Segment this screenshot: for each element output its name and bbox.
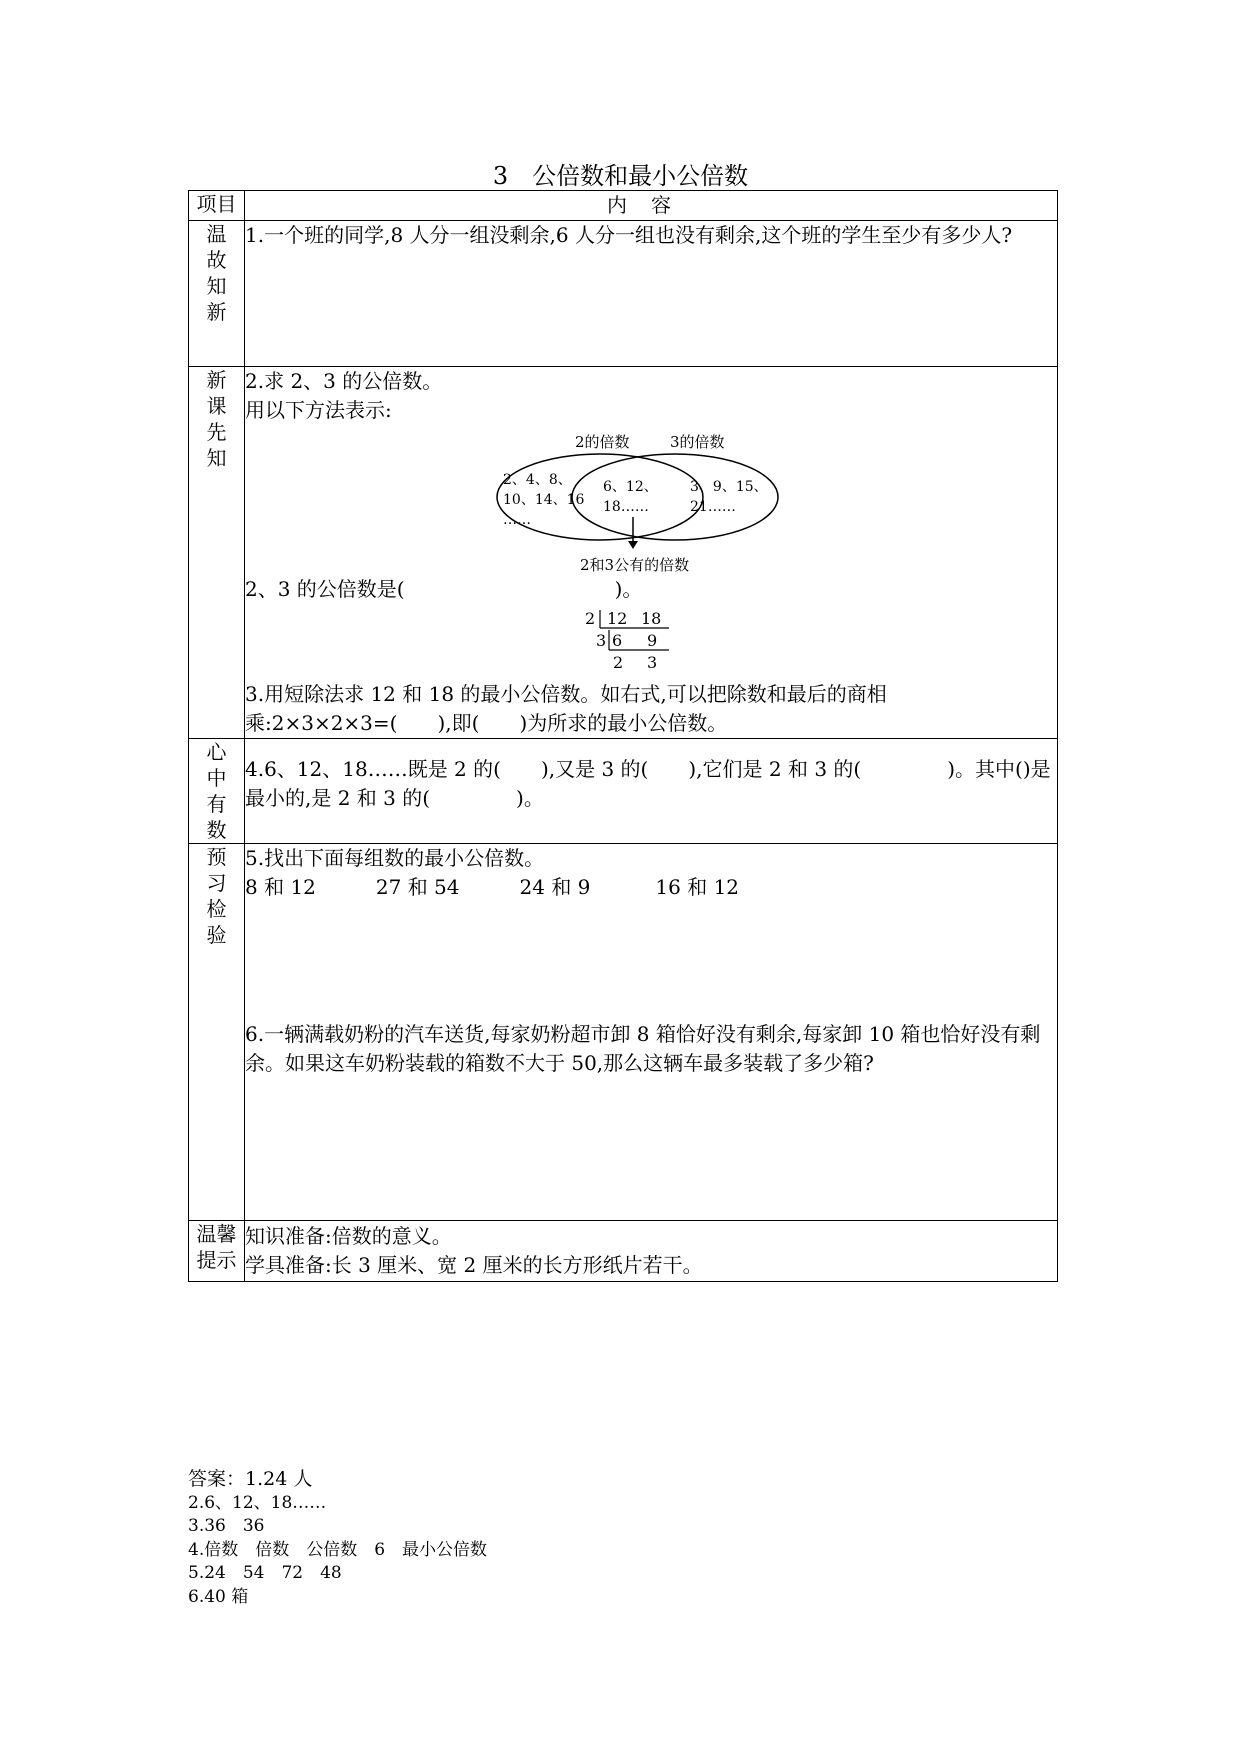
venn-left-title: 2的倍数 [575,433,630,451]
question-4: 4.6、12、18……既是 2 的( ),又是 3 的( ),它们是 2 和 3 的( )。其中()是最小的,是 2 和 3 的( )。 [245,757,1051,810]
answer-6: 6.40 箱 [188,1586,249,1607]
svg-text:2: 2 [585,609,596,628]
venn-diagram [485,431,785,581]
header-content: 内容 [245,191,1058,221]
svg-text:3: 3 [647,653,658,672]
answer-5: 5.24 54 72 48 [188,1563,342,1583]
tip-knowledge: 知识准备:倍数的意义。 [245,1224,452,1248]
svg-text:12: 12 [607,609,628,628]
short-division [585,608,685,680]
venn-right-line2: 21…… [690,499,736,515]
section-review [189,221,1058,367]
venn-left-line1: 2、4、8、 [503,472,572,488]
answer-4: 4.倍数 倍数 公倍数 6 最小公倍数 [188,1539,488,1560]
page-title: 3 公倍数和最小公倍数 [492,162,749,190]
question-1: 1.一个班的同学,8 人分一组没剩余,6 人分一组也没有剩余,这个班的学生至少有多少人? [245,223,1013,247]
question-6: 6.一辆满载奶粉的汽车送货,每家奶粉超市卸 8 箱恰好没有剩余,每家卸 10 箱也恰好没有剩余。如果这车奶粉装载的箱数不大于 50,那么这辆车最多装载了多少箱? [245,1022,1041,1075]
answer-2: 2.6、12、18…… [188,1492,327,1513]
section-preview [189,367,1058,739]
number-pairs: 8 和 12 27 和 54 24 和 9 16 和 12 [245,875,740,899]
header-item: 项目 [189,191,245,221]
venn-mid-line2: 18…… [603,499,649,515]
table-header [189,191,1058,221]
svg-text:2: 2 [613,653,624,672]
common-multiple-line: 2、3 的公倍数是( )。 [245,577,643,601]
question-3-line2: 乘:2×3×2×3=( ),即( )为所求的最小公倍数。 [245,711,728,735]
section-test [189,844,1058,1221]
section-label: 心中有数 [206,740,227,842]
svg-text:3: 3 [596,631,607,650]
worksheet-table [188,190,1058,1282]
svg-text:9: 9 [647,631,658,650]
question-3-line1: 3.用短除法求 12 和 18 的最小公倍数。如右式,可以把除数和最后的商相 [245,682,887,706]
venn-bottom-label: 2和3公有的倍数 [580,556,690,574]
method-text: 用以下方法表示: [245,398,392,422]
svg-text:6: 6 [612,631,623,650]
question-2: 2.求 2、3 的公倍数。 [245,369,443,393]
venn-left-line3: …… [503,512,531,528]
section-label: 温馨提示 [196,1222,237,1272]
section-label: 新课先知 [206,368,227,470]
tip-tools: 学具准备:长 3 厘米、宽 2 厘米的长方形纸片若干。 [245,1253,703,1277]
venn-right-title: 3的倍数 [670,433,725,451]
venn-left-line2: 10、14、16 [503,492,585,508]
venn-mid-line1: 6、12、 [603,479,658,495]
section-label: 温故知新 [206,222,227,324]
section-tips [189,1221,1058,1282]
answer-section [188,1468,487,1609]
venn-right-line1: 3、9、15、 [690,479,768,495]
answer-3: 3.36 36 [188,1516,265,1536]
svg-text:18: 18 [641,609,662,628]
answer-1: 答案：1.24 人 [188,1468,313,1490]
question-5: 5.找出下面每组数的最小公倍数。 [245,846,545,870]
section-label: 预习检验 [206,845,227,947]
section-check [189,739,1058,844]
